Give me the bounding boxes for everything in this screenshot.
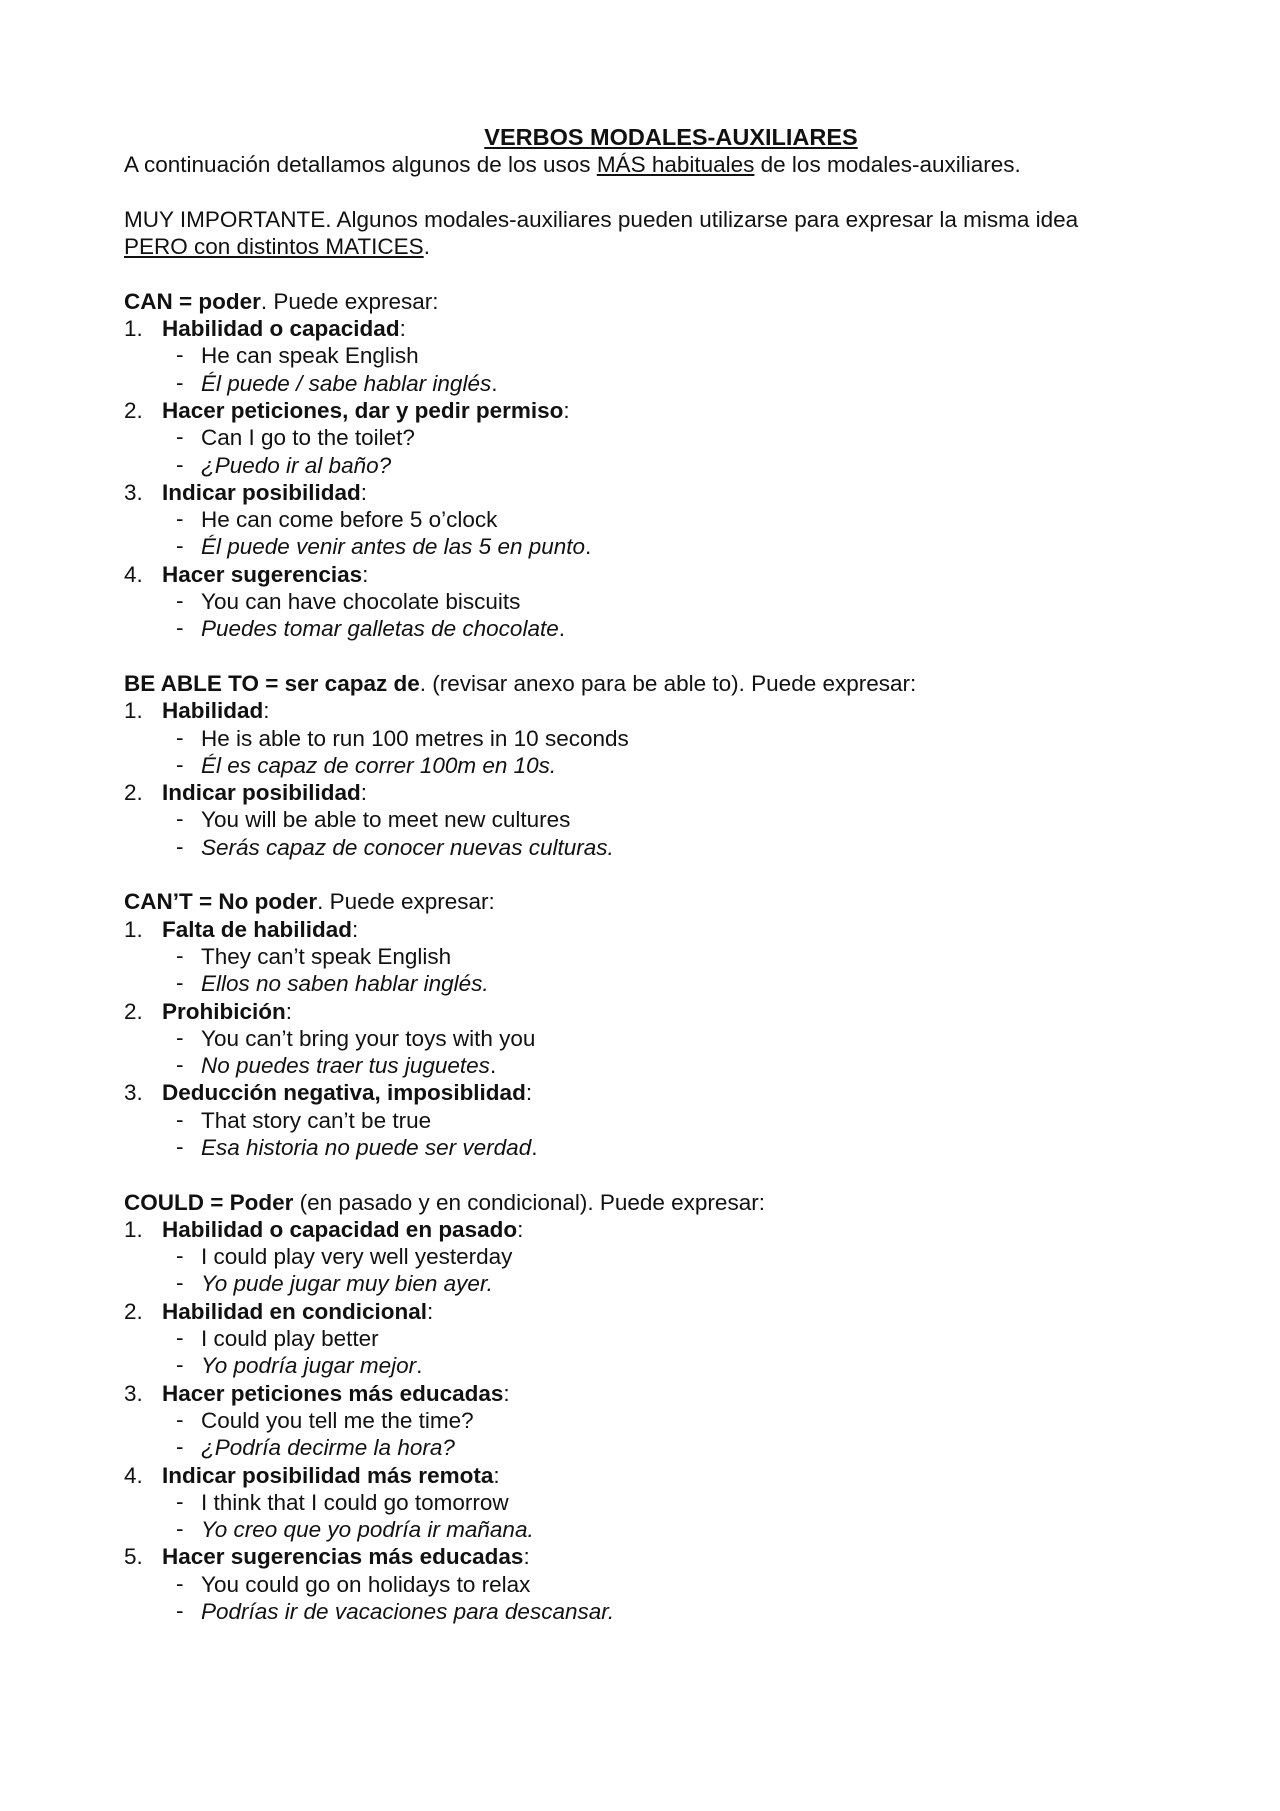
list-item-number: 2. [124, 998, 143, 1024]
example-spanish-text: Yo pude jugar muy bien ayer. [201, 1271, 493, 1297]
list-item [124, 397, 1164, 424]
list-item-label: Indicar posibilidad [162, 479, 361, 505]
example-spanish-text: No puedes traer tus juguetes [201, 1053, 490, 1079]
example-english-text: You could go on holidays to relax [201, 1571, 531, 1597]
dash-bullet: - [176, 833, 184, 859]
dash-bullet: - [176, 942, 184, 968]
example-spanish-text: Yo creo que yo podría ir mañana. [201, 1517, 534, 1543]
example-spanish-end: . [416, 1353, 423, 1379]
list-item-colon: : [362, 561, 369, 587]
list-item-colon: : [493, 1462, 500, 1488]
intro-underlined: MÁS habituales [596, 152, 755, 178]
section-heading-bold: CAN = poder [124, 288, 261, 314]
list-item [124, 998, 1164, 1025]
list-item-colon: : [399, 316, 406, 342]
dash-bullet: - [176, 1270, 184, 1296]
list-item-number: 2. [124, 397, 143, 423]
list-item-colon: : [427, 1298, 434, 1324]
example-spanish-end: . [491, 370, 498, 396]
list-item-number: 1. [124, 1216, 143, 1242]
dash-bullet: - [176, 970, 184, 996]
list-item-number: 2. [124, 1298, 143, 1324]
dash-bullet: - [176, 1488, 184, 1514]
example-english-text: That story can’t be true [201, 1107, 432, 1133]
list-item-label: Prohibición [162, 998, 286, 1024]
section-heading [124, 288, 1164, 315]
example-spanish [124, 752, 1164, 779]
spacer [124, 861, 1164, 888]
important-underlined: PERO con distintos MATICES [124, 234, 424, 260]
example-spanish [124, 1134, 1164, 1161]
dash-bullet: - [176, 1516, 184, 1542]
list-item-number: 1. [124, 698, 143, 724]
example-spanish-text: Él es capaz de correr 100m en 10s. [201, 752, 557, 778]
list-item [124, 1298, 1164, 1325]
dash-bullet: - [176, 1106, 184, 1132]
dash-bullet: - [176, 1052, 184, 1078]
example-english [124, 1325, 1164, 1352]
list-item-number: 5. [124, 1544, 143, 1570]
dash-bullet: - [176, 1024, 184, 1050]
list-item [124, 697, 1164, 724]
important-end: . [423, 234, 430, 260]
example-english-text: He can speak English [201, 343, 419, 369]
list-item-number: 3. [124, 479, 143, 505]
list-item-label: Hacer sugerencias [162, 561, 363, 587]
sections-container [124, 260, 1164, 1625]
list-item-colon: : [263, 698, 270, 724]
list-item [124, 1462, 1164, 1489]
dash-bullet: - [176, 342, 184, 368]
dash-bullet: - [176, 1406, 184, 1432]
example-spanish [124, 1434, 1164, 1461]
dash-bullet: - [176, 806, 184, 832]
section-heading [124, 888, 1164, 915]
section-heading [124, 1189, 1164, 1216]
example-spanish [124, 452, 1164, 479]
example-spanish-text: Puedes tomar galletas de chocolate [201, 616, 559, 642]
dash-bullet: - [176, 1133, 184, 1159]
example-spanish-text: Podrías ir de vacaciones para descansar. [201, 1599, 615, 1625]
example-english-text: Could you tell me the time? [201, 1407, 474, 1433]
list-item-label: Indicar posibilidad más remota [162, 1462, 494, 1488]
list-item [124, 479, 1164, 506]
list-item-label: Habilidad en condicional [162, 1298, 428, 1324]
list-item-colon: : [360, 479, 368, 505]
spacer [124, 179, 1164, 206]
example-english [124, 1407, 1164, 1434]
list-item-colon: : [525, 1080, 533, 1106]
list-item-colon: : [360, 780, 368, 806]
example-english [124, 1571, 1164, 1598]
dash-bullet: - [176, 1434, 184, 1460]
example-spanish-text: ¿Puedo ir al baño? [201, 452, 392, 478]
spacer [124, 643, 1164, 670]
example-english [124, 506, 1164, 533]
list-item-label: Indicar posibilidad [162, 780, 361, 806]
section-heading-bold: COULD = Poder [124, 1189, 294, 1215]
example-english-text: He is able to run 100 metres in 10 seconds [201, 725, 629, 751]
list-item [124, 779, 1164, 806]
spacer [124, 260, 1164, 287]
list-item-label: Habilidad o capacidad en pasado [162, 1216, 518, 1242]
dash-bullet: - [176, 1325, 184, 1351]
list-item [124, 1543, 1164, 1570]
dash-bullet: - [176, 1243, 184, 1269]
section-heading [124, 670, 1164, 697]
list-item-label: Habilidad [162, 698, 264, 724]
list-item-colon: : [563, 397, 570, 423]
example-english-text: Can I go to the toilet? [201, 425, 415, 451]
dash-bullet: - [176, 751, 184, 777]
example-spanish [124, 1270, 1164, 1297]
example-spanish [124, 834, 1164, 861]
dash-bullet: - [176, 1570, 184, 1596]
list-item [124, 315, 1164, 342]
list-item-colon: : [523, 1544, 530, 1570]
list-item [124, 1079, 1164, 1106]
example-english [124, 1489, 1164, 1516]
list-item-number: 1. [124, 316, 143, 342]
list-item-label: Hacer peticiones, dar y pedir permiso [162, 397, 564, 423]
intro-text: A continuación detallamos algunos de los usos [124, 152, 597, 178]
example-spanish [124, 1598, 1164, 1625]
intro-text-end: de los modales-auxiliares. [754, 152, 1021, 178]
list-item-number: 1. [124, 916, 143, 942]
list-item-label: Hacer sugerencias más educadas [162, 1544, 524, 1570]
example-spanish-text: Yo podría jugar mejor [201, 1353, 417, 1379]
section-heading-bold: CAN’T = No poder [124, 889, 318, 915]
example-english [124, 1025, 1164, 1052]
important-line: MUY IMPORTANTE. Algunos modales-auxiliares pueden utilizarse para expresar la misma idea [124, 206, 1079, 232]
list-item-label: Falta de habilidad [162, 916, 353, 942]
example-english-text: You can have chocolate biscuits [201, 589, 521, 615]
example-spanish-end: . [558, 616, 565, 642]
intro-paragraph [124, 151, 1164, 178]
dash-bullet: - [176, 724, 184, 750]
example-spanish [124, 1052, 1164, 1079]
example-english [124, 1243, 1164, 1270]
dash-bullet: - [176, 1352, 184, 1378]
dash-bullet: - [176, 615, 184, 641]
example-english [124, 1107, 1164, 1134]
list-item-number: 3. [124, 1380, 143, 1406]
dash-bullet: - [176, 588, 184, 614]
example-english [124, 588, 1164, 615]
list-item [124, 916, 1164, 943]
example-english-text: I could play better [201, 1326, 379, 1352]
important-paragraph [124, 206, 1164, 261]
list-item-number: 2. [124, 780, 143, 806]
list-item [124, 1216, 1164, 1243]
list-item-number: 3. [124, 1080, 143, 1106]
example-spanish [124, 533, 1164, 560]
list-item-number: 4. [124, 561, 143, 587]
example-spanish-end: . [531, 1134, 538, 1160]
example-spanish-text: Serás capaz de conocer nuevas culturas. [201, 834, 614, 860]
example-spanish-text: Él puede / sabe hablar inglés [201, 370, 492, 396]
example-english-text: I think that I could go tomorrow [201, 1489, 509, 1515]
section-heading-rest: . (revisar anexo para be able to). Puede expresar: [419, 670, 917, 696]
list-item-colon: : [285, 998, 293, 1024]
dash-bullet: - [176, 369, 184, 395]
example-english [124, 424, 1164, 451]
section-heading-rest: . Puede expresar: [317, 889, 495, 915]
example-spanish [124, 1516, 1164, 1543]
list-item [124, 561, 1164, 588]
section-heading-bold: BE ABLE TO = ser capaz de [124, 670, 420, 696]
list-item-label: Deducción negativa, imposiblidad [162, 1080, 526, 1106]
dash-bullet: - [176, 533, 184, 559]
example-spanish-end: . [489, 1053, 497, 1079]
list-item-colon: : [352, 916, 359, 942]
list-item-label: Hacer peticiones más educadas [162, 1380, 504, 1406]
dash-bullet: - [176, 1598, 184, 1624]
example-english [124, 342, 1164, 369]
list-item-colon: : [503, 1380, 510, 1406]
example-english [124, 806, 1164, 833]
list-item-number: 4. [124, 1462, 143, 1488]
list-item [124, 1380, 1164, 1407]
dash-bullet: - [176, 506, 184, 532]
example-spanish [124, 1352, 1164, 1379]
dash-bullet: - [176, 424, 184, 450]
example-english-text: He can come before 5 o’clock [201, 507, 498, 533]
example-spanish-end: . [585, 534, 592, 560]
section-heading-rest: (en pasado y en condicional). Puede expresar: [293, 1189, 765, 1215]
section-heading-rest: . Puede expresar: [260, 288, 439, 314]
dash-bullet: - [176, 451, 184, 477]
example-english-text: You can’t bring your toys with you [201, 1025, 536, 1051]
example-english-text: You will be able to meet new cultures [201, 807, 571, 833]
example-spanish [124, 370, 1164, 397]
list-item-label: Habilidad o capacidad [162, 316, 400, 342]
list-item-colon: : [517, 1216, 524, 1242]
example-spanish [124, 970, 1164, 997]
example-spanish-text: Esa historia no puede ser verdad [201, 1134, 532, 1160]
spacer [124, 1161, 1164, 1188]
example-spanish-text: Él puede venir antes de las 5 en punto [201, 534, 586, 560]
example-english [124, 725, 1164, 752]
example-english-text: They can’t speak English [201, 943, 452, 969]
page-title: VERBOS MODALES-AUXILIARES [484, 124, 858, 150]
example-spanish-text: ¿Podría decirme la hora? [201, 1435, 455, 1461]
example-spanish [124, 615, 1164, 642]
example-english [124, 943, 1164, 970]
document-page [124, 124, 1164, 1625]
example-spanish-text: Ellos no saben hablar inglés. [201, 971, 489, 997]
example-english-text: I could play very well yesterday [201, 1244, 513, 1270]
